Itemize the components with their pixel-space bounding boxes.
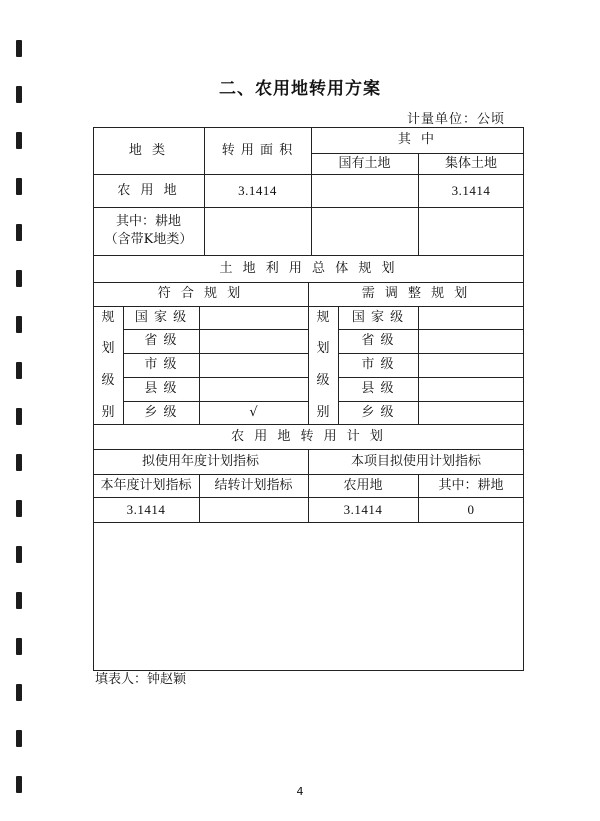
annual-indicator-title: 拟使用年度计划指标 <box>141 453 259 469</box>
measurement-unit: 计量单位：公顷 <box>407 112 506 127</box>
level-char: 规 <box>101 309 115 325</box>
adjust-level-city: 市 级 <box>361 357 395 373</box>
conform-planning-title: 符 合 规 划 <box>157 286 244 302</box>
adjust-level-county: 县 级 <box>361 381 395 397</box>
level-char: 别 <box>316 404 330 420</box>
farmland-label: 农 用 地 <box>117 182 180 198</box>
farmland-state-value <box>311 174 418 207</box>
plan-farmland-value: 3.1414 <box>343 501 383 517</box>
level-char: 划 <box>316 341 330 357</box>
this-year-indicator-label: 本年度计划指标 <box>100 477 192 493</box>
adjust-mark-national <box>418 306 524 329</box>
plan-farmland-label: 农用地 <box>343 477 383 493</box>
project-indicator-title: 本项目拟使用计划指标 <box>350 453 481 469</box>
cultivated-land-label <box>93 207 204 255</box>
conform-level-city: 市 级 <box>144 357 178 373</box>
state-land-header: 国有土地 <box>338 155 391 171</box>
conform-level-township: 乡 级 <box>144 404 178 420</box>
adjust-mark-township <box>418 401 524 424</box>
level-char: 划 <box>101 341 115 357</box>
converted-area-header: 转 用 面 积 <box>221 142 294 158</box>
adjust-mark-city <box>418 353 524 377</box>
plan-cultivated-value: 0 <box>467 501 475 517</box>
conform-level-county: 县 级 <box>144 381 178 397</box>
level-char: 级 <box>101 373 115 388</box>
adjust-mark-county <box>418 377 524 401</box>
land-type-header: 地 类 <box>128 142 169 158</box>
conform-mark-city <box>199 353 308 377</box>
adjust-level-national: 国 家 级 <box>351 309 405 325</box>
planning-level-label-left <box>93 306 123 424</box>
land-conversion-form-table <box>93 127 524 670</box>
planning-level-label-right <box>308 306 338 424</box>
farmland-collective-value: 3.1414 <box>451 182 491 198</box>
filled-by: 填表人：钟赵颖 <box>95 672 187 687</box>
collective-land-header: 集体土地 <box>444 155 497 171</box>
level-char: 级 <box>316 373 330 388</box>
page-title: 二、农用地转用方案 <box>219 79 381 99</box>
land-use-planning-title: 土 地 利 用 总 体 规 划 <box>219 260 398 276</box>
farmland-area-value: 3.1414 <box>238 182 277 198</box>
conform-mark-provincial <box>199 329 308 353</box>
binding-holes <box>16 40 24 820</box>
of-which-header: 其 中 <box>397 132 438 148</box>
adjust-level-provincial: 省 级 <box>361 333 395 349</box>
conform-mark-township: √ <box>249 404 258 420</box>
adjust-mark-provincial <box>418 329 524 353</box>
page-number: 4 <box>296 785 304 798</box>
carryover-indicator-label: 结转计划指标 <box>214 477 293 493</box>
adjust-level-township: 乡 级 <box>361 404 395 420</box>
conform-level-provincial: 省 级 <box>144 333 178 349</box>
level-char: 别 <box>101 404 115 420</box>
plan-cultivated-label: 其中：耕地 <box>438 477 504 493</box>
carryover-indicator-value <box>199 497 308 522</box>
this-year-indicator-value: 3.1414 <box>126 501 166 517</box>
adjust-planning-title: 需 调 整 规 划 <box>361 286 471 302</box>
conform-mark-county <box>199 377 308 401</box>
conform-mark-national <box>199 306 308 329</box>
conform-level-national: 国 家 级 <box>134 309 188 325</box>
cultivated-label-line2: （含带K地类） <box>104 232 193 247</box>
cultivated-label-line1: 其中：耕地 <box>115 214 181 230</box>
conversion-plan-title: 农 用 地 转 用 计 划 <box>231 428 386 444</box>
level-char: 规 <box>316 309 330 325</box>
